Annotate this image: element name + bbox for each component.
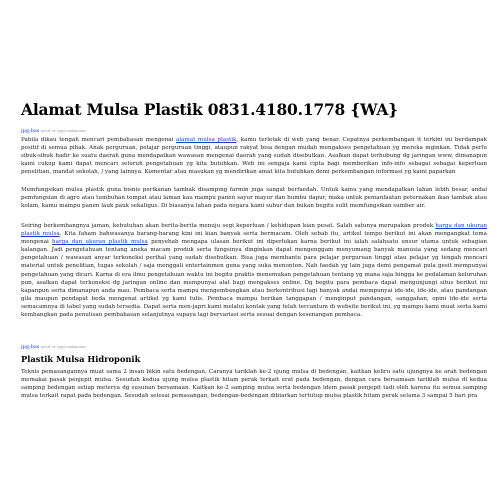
paragraph-products: Seiring berkembangnya jaman, kebutuhan akan berita-berita menuju segi keperluan / kehidupan kian pesat. Salah satunya merupakan produk harga dan ukuran plastik mulsa. Kita faham bahwasanya barang-barang kini ini kian banyak serta bermacam. Oleh sebab itu, artikel tempo berikut ini akan mengangkat tema mengenai harga dan ukuran plastik mulsa penyebab mengapa ulasan berikut ini diperlukan karna berikut ini ialah salahsatu unsur utama untuk sebagian kalangan. Jadi pengetahuan tentang aneka macam produk serta fungsinya dinginkan dapat mengenggam menyumang banyak manusia yang sedang mencari pengetahuan / wawasan anyar terkoneksi perihal yang sudah disebutkan. Bisa juga membantu para pelajar perguruan tinggi atau pelajar yg tengah mencari material untuk penelitian, tugas sekolah / saja menggali entertainmen guna yang suka menonton. Nah faedah yg lain juga demi pengamat pula gesit mempunyai pengetahuan yang dicari. Karna di era ilmu pengetahuan waktu ini begitu praktis menemukan pengetahuan tentang yg mana saja hingga ke pedalaman keluruhan pun, asalkan dapat terkoneksi dg jaringan online dan mempunyai alat bagi mengakses online. Dg begitu para pembaca dapat mengunjungi situs berikut ini kapanpun serta dimanapun anda mau. Pembaca serta mampu mengembangkan atau berkontribusi lagi banyak andai mempunyai ide-ide, ide-ide, atau pandangan gila maupun pendapat beda mengenai artikel yg kami tulis. Pembaca mampu berikan tanggapan / menginput pandangan, sanggahan, opini ide-ide serta semacamnya di tabel yang sudah tersedia. Dapat serta men-japri kami melalui kontak yang telah tercantum di website berikut ini, yg mampu kami muat serta kami kembangkan pada penulisan pembahasan selanjutnya supaya lagi bervariasi serta sesuai dengan kesenangan pembaca. xyxy=(21,223,488,319)
image-label: jpg;bas xyxy=(21,128,40,134)
paragraph-intro: Pabila dikau tengah mencari pembahasan mengenai alamat mulsa plastik, kamu terletak di web yang benar. Cepatnya perkembangan it terkini ini berdampak positif di semua pihak. Anak perguruan, pelajar perguruan tinggi, ataupun rakyat bisa dengan mudah mengakses pengetahuan yg mereka inginkan. Tidak perlu sibuk-sibuk hadir ke suatu daerah guna mendapatkan wawasan mengenai daerah yang sudah disebutkan. Asalkan dapat terhubung dg jaringan www, dimanapun kami cukup kami dapat mencari seluruh pengetahuan yg kita butuhkan. Web ini sengaja kami cipta bagi memberikan info-info sebagai sebagai keperluan penelitian, mandat sekolah, / yang lainnya. Komentar atau masukan yg mendirikan amat kita butuhkan demi perkembangan informasi yg kami paparkan xyxy=(21,137,487,176)
paragraph-installation: Teknis pemasangannya muat sama 2 insan bikin satu bedengan. Caranya tariklah ke-2 ujung mulsa di bedengan, kaitkan keliru satu ujungnya ke arah bedengan memakai pasak penjepit mulsa. Sesudah kedua ujung mulsa plastik hitam perak terkait erat pada bedengan, dengan cara bersamaan tariklah mulsa di kedua samping bedengan setiap meterya dg susunan bersamaan. Kaitkan ke-2 samping mulsa serta bedengan idem pasak penjepit tadi oleh karena itu semua samping mulsa terkait rapat pada bedengan. Sesudah selesai pemasangan, bedengan-bedengan dibiarkan tertutup mulsa plastik hitam perak selama 3 sampai 5 hari pra xyxy=(21,369,487,400)
image-note: used or type unknown xyxy=(40,344,86,349)
paragraph-benefits: Memfungsikan mulsa plastik guna bisnis perikanan tambak disamping farmin juga sangat berfaedah. Untuk kamu yang mendapatkan lahan lebih besar, andai pemfungsian di agro atau tumbuhan tempat atau laman kau mampu panen sayur mayur dan bumbu dapur, maka untuk pemanfaatan peternakan ikan tambak atau kolam, kamu mampu panen lauk pauk sekaligus. Di biasanya lahan pada negara kami subur dan bukan begitu sulit memfungsikan sumber air. xyxy=(21,187,487,210)
broken-image xyxy=(21,128,86,134)
image-label: jpg;bas xyxy=(21,344,40,350)
link-harga-ukuran-mulsa-1[interactable]: harga dan ukuran plastik mulsa xyxy=(21,223,487,238)
image-note: used or type unknown xyxy=(40,128,86,133)
section-heading: Plastik Mulsa Hidroponik xyxy=(21,354,141,364)
broken-image xyxy=(21,344,86,350)
article-title: Alamat Mulsa Plastik 0831.4180.1778 {WA} xyxy=(21,100,398,119)
link-alamat-mulsa-plastik[interactable]: alamat mulsa plastik xyxy=(176,137,237,143)
link-harga-ukuran-mulsa-2[interactable]: harga dan ukuran plastik mulsa xyxy=(52,239,148,246)
